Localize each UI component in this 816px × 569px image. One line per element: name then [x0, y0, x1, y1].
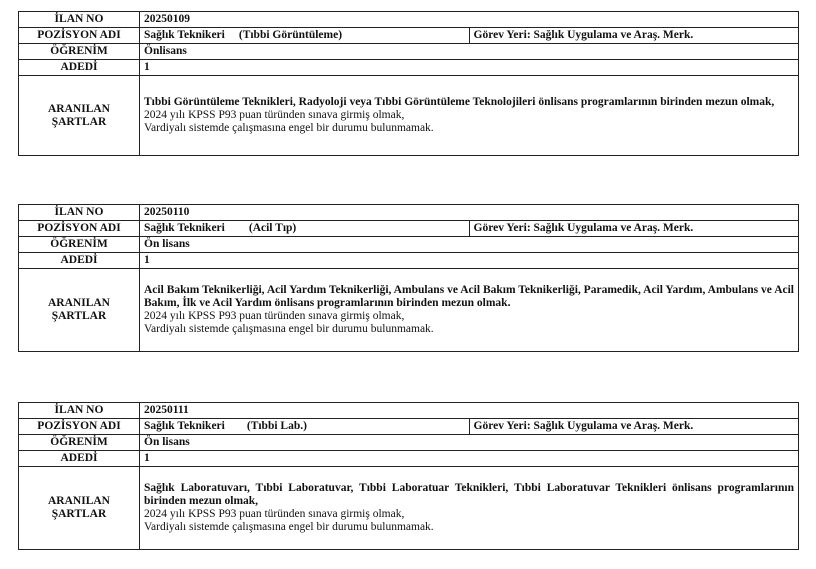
requirement-main: Tıbbi Görüntüleme Teknikleri, Radyoloji veya Tıbbi Görüntüleme Teknolojileri önlisans programlarının birinden mezun olmak, [144, 96, 775, 108]
education-value: Önlisans [140, 44, 799, 60]
listing-table-20250111 [18, 402, 799, 550]
specialty-value: (Tıbbi Görüntüleme) [238, 29, 343, 41]
adedi-label: ADEDİ [19, 451, 140, 467]
requirements-cell [140, 76, 799, 156]
requirement-shift: Vardiyalı sistemde çalışmasına engel bir durumu bulunmamak. [144, 122, 434, 134]
position-value: Sağlık Teknikeri [144, 222, 225, 234]
aranilan-label: ARANILAN [48, 297, 110, 309]
education-value: Ön lisans [140, 237, 799, 253]
location-value: Görev Yeri: Sağlık Uygulama ve Araş. Merk. [469, 221, 799, 237]
ilan-no-value: 20250109 [140, 12, 799, 28]
adedi-label: ADEDİ [19, 253, 140, 269]
listing-table-20250109 [18, 11, 799, 156]
pozisyon-adi-label: POZİSYON ADI [19, 221, 140, 237]
ogrenim-label: ÖĞRENİM [19, 435, 140, 451]
pozisyon-adi-label: POZİSYON ADI [19, 419, 140, 435]
count-value: 1 [140, 451, 799, 467]
ilan-no-value: 20250110 [140, 205, 799, 221]
sartlar-label: ŞARTLAR [51, 310, 107, 322]
ilan-no-label: İLAN NO [19, 403, 140, 419]
ogrenim-label: ÖĞRENİM [19, 237, 140, 253]
requirement-shift: Vardiyalı sistemde çalışmasına engel bir durumu bulunmamak. [144, 323, 434, 335]
position-value: Sağlık Teknikeri [144, 420, 225, 432]
listing-table-20250110 [18, 204, 799, 352]
ilan-no-label: İLAN NO [19, 205, 140, 221]
requirement-shift: Vardiyalı sistemde çalışmasına engel bir durumu bulunmamak. [144, 521, 434, 533]
sartlar-label: ŞARTLAR [51, 508, 107, 520]
requirement-kpss: 2024 yılı KPSS P93 puan türünden sınava girmiş olmak, [144, 310, 405, 322]
requirement-main: Acil Bakım Teknikerliği, Acil Yardım Teknikerliği, Ambulans ve Acil Bakım Teknikerliği, Paramedik, Acil Yardım, Ambulans ve Acil Bakım, İlk ve Acil Yardım önlisans programlarının birinden mezun olmak. [144, 284, 794, 309]
requirement-main: Sağlık Laboratuvarı, Tıbbi Laboratuvar, Tıbbi Laboratuar Teknikleri, Tıbbi Laboratuvar Teknikleri önlisans programlarının birinden mezun olmak, [144, 482, 794, 507]
ogrenim-label: ÖĞRENİM [19, 44, 140, 60]
requirements-cell [140, 269, 799, 352]
count-value: 1 [140, 60, 799, 76]
location-value: Görev Yeri: Sağlık Uygulama ve Araş. Merk. [469, 419, 799, 435]
aranilan-sartlar-label [19, 269, 140, 352]
specialty-value: (Tıbbi Lab.) [246, 420, 307, 432]
aranilan-label: ARANILAN [48, 495, 110, 507]
aranilan-sartlar-label [19, 76, 140, 156]
count-value: 1 [140, 253, 799, 269]
aranilan-sartlar-label [19, 467, 140, 550]
pozisyon-adi-label: POZİSYON ADI [19, 28, 140, 44]
position-cell [140, 419, 470, 435]
ilan-no-label: İLAN NO [19, 12, 140, 28]
specialty-value: (Acil Tıp) [248, 222, 297, 234]
location-value: Görev Yeri: Sağlık Uygulama ve Araş. Merk. [469, 28, 799, 44]
sartlar-label: ŞARTLAR [51, 115, 107, 128]
education-value: Ön lisans [140, 435, 799, 451]
position-cell [140, 221, 470, 237]
requirements-cell [140, 467, 799, 550]
adedi-label: ADEDİ [19, 60, 140, 76]
aranilan-label: ARANILAN [48, 102, 110, 115]
ilan-no-value: 20250111 [140, 403, 799, 419]
requirement-kpss: 2024 yılı KPSS P93 puan türünden sınava girmiş olmak, [144, 109, 405, 121]
requirement-kpss: 2024 yılı KPSS P93 puan türünden sınava girmiş olmak, [144, 508, 405, 520]
position-value: Sağlık Teknikeri [144, 29, 225, 41]
position-cell [140, 28, 470, 44]
